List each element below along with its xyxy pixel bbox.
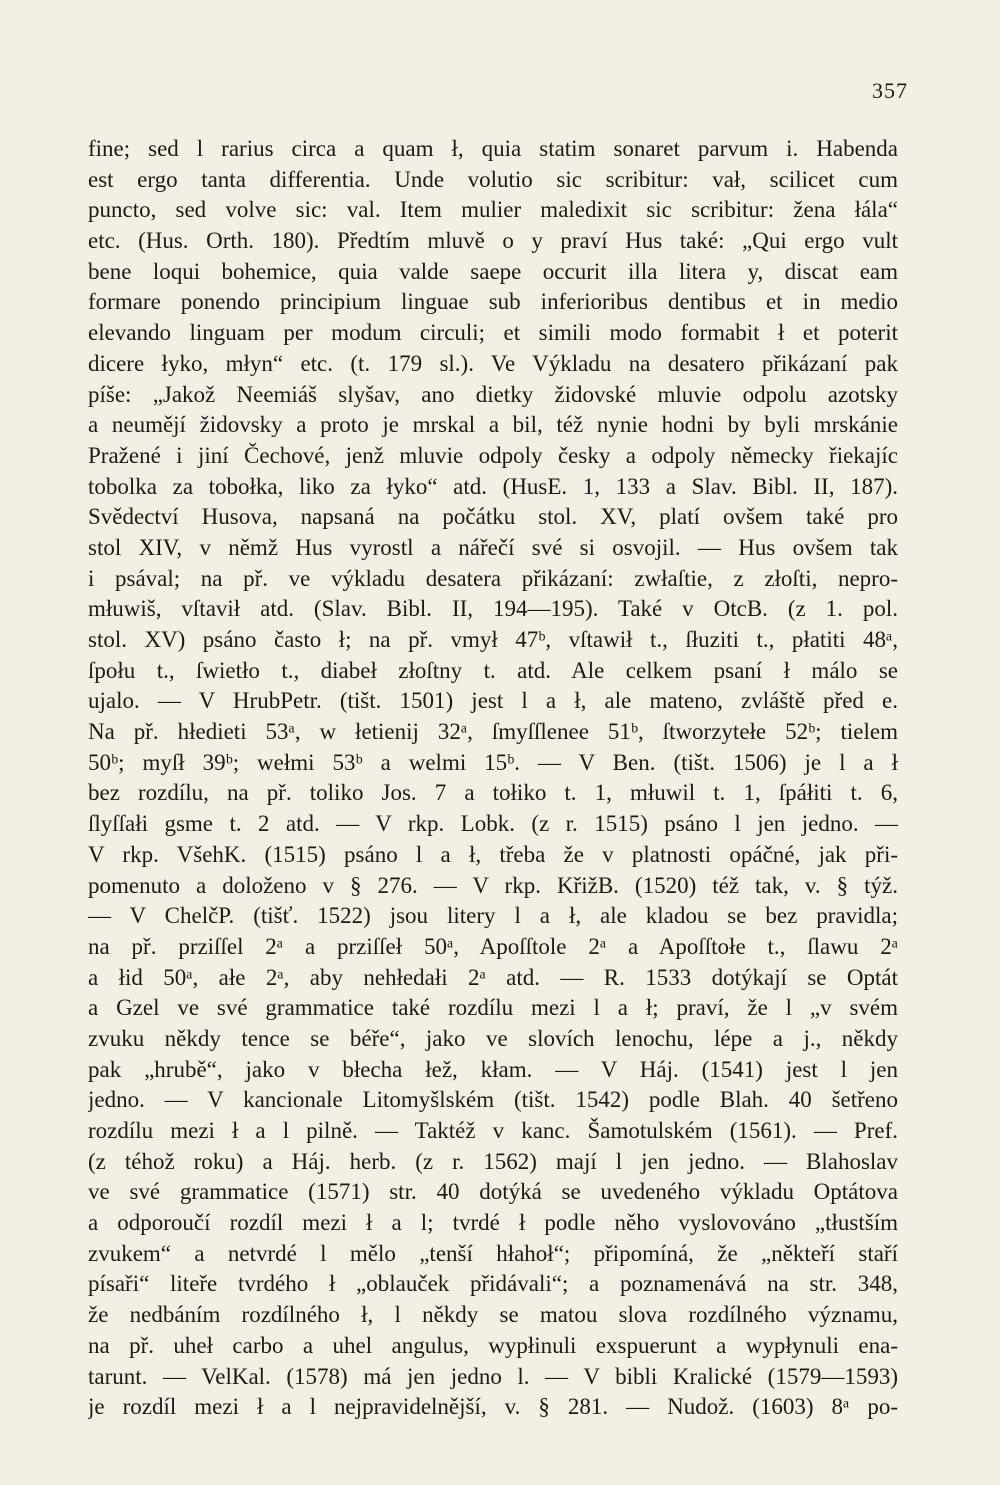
text-line: a neumějí židovsky a proto je mrskal a bil, též nynie hodni by byli mrskánie <box>88 412 898 438</box>
text-line: jedno. — V kancionale Litomyšlském (tišt. 1542) podle Blah. 40 šetřeno <box>88 1087 898 1113</box>
text-line: a odporoučí rozdíl mezi ł a l; tvrdé ł podle něho vyslovováno „tłustším <box>88 1210 898 1236</box>
text-line: elevando linguam per modum circuli; et simili modo formabit ł et poterit <box>88 320 898 346</box>
text-line: Pražené i jiní Čechové, jenž mluvie odpoly česky a odpoly německy řiekajíc <box>88 442 898 468</box>
text-line: ve své grammatice (1571) str. 40 dotýká se uvedeného výkladu Optátova <box>88 1179 898 1205</box>
text-line: fine; sed l rarius circa a quam ł, quia statim sonaret parvum i. Habenda <box>88 136 898 161</box>
text-line: puncto, sed volve sic: val. Item mulier maledixit sic scribitur: žena łála“ <box>88 197 898 223</box>
text-line: etc. (Hus. Orth. 180). Předtím mluvě o y praví Hus také: „Qui ergo vult <box>88 228 898 254</box>
text-line: ſlyſſałi gsme t. 2 atd. — V rkp. Lobk. (z r. 1515) psáno l jen jedno. — <box>88 811 898 837</box>
text-line: Na př. hłedieti 53ᵃ, w łetienij 32ᵃ, ſmyſſlenee 51ᵇ, ſtworzytełe 52ᵇ; tielem <box>88 719 898 745</box>
text-line: stol. XV) psáno často ł; na př. vmył 47ᵇ, vſtawił t., ſłuziti t., płatiti 48ᵃ, <box>88 627 898 652</box>
text-line: stol XIV, v němž Hus vyrostl a nářečí své si osvojil. — Hus ovšem tak <box>88 534 898 560</box>
text-line: 50ᵇ; myſł 39ᵇ; wełmi 53ᵇ a welmi 15ᵇ. — V Ben. (tišt. 1506) je l a ł <box>88 749 898 775</box>
text-line: Svědectví Husova, napsaná na počátku stol. XV, platí ovšem také pro <box>88 504 898 530</box>
text-line: písaři“ liteře tvrdého ł „oblauček přidávali“; a poznamenává na str. 348, <box>88 1271 898 1297</box>
text-line: pomenuto a doloženo v § 276. — V rkp. KřižB. (1520) též tak, v. § týž. <box>88 872 898 898</box>
text-line: že nedbáním rozdílného ł, l někdy se matou slova rozdílného významu, <box>88 1302 898 1328</box>
text-line: pak „hrubě“, jako v błecha łež, kłam. — V Háj. (1541) jest l jen <box>88 1056 898 1082</box>
text-line: młuwiš, vſtavił atd. (Slav. Bibl. II, 194—195). Také v OtcB. (z 1. pol. <box>88 596 898 622</box>
text-line: tarunt. — VelKal. (1578) má jen jedno l. — V bibli Kralické (1579—1593) <box>88 1363 898 1389</box>
body-text <box>88 134 898 1423</box>
text-line: a Gzel ve své grammatice také rozdílu mezi l a ł; praví, že l „v svém <box>88 995 898 1021</box>
text-line: est ergo tanta differentia. Unde volutio sic scribitur: vał, scilicet cum <box>88 166 898 192</box>
text-line: rozdílu mezi ł a l pilně. — Taktéž v kanc. Šamotulském (1561). — Pref. <box>88 1118 898 1143</box>
text-line: je rozdíl mezi ł a l nejpravidelnější, v. § 281. — Nudož. (1603) 8ᵃ po- <box>88 1394 898 1420</box>
text-line: tobolka za tobołka, liko za łyko“ atd. (HusE. 1, 133 a Slav. Bibl. II, 187). <box>88 473 898 499</box>
text-line: dicere łyko, młyn“ etc. (t. 179 sl.). Ve Výkladu na desatero přikázaní pak <box>88 350 898 376</box>
text-line: píše: „Jakož Neemiáš slyšav, ano dietky židovské mluvie odpolu azotsky <box>88 381 898 407</box>
text-line: ujalo. — V HrubPetr. (tišt. 1501) jest l a ł, ale mateno, zvláště před e. <box>88 688 898 714</box>
text-line: ſpołu t., ſwietło t., diabeł złoſtny t. atd. Ale celkem psaní ł málo se <box>88 657 898 683</box>
text-line: zvukem“ a netvrdé l mělo „tenší hłahoł“; připomíná, že „někteří staří <box>88 1240 898 1266</box>
text-line: formare ponendo principium linguae sub inferioribus dentibus et in medio <box>88 289 898 315</box>
text-line: — V ChelčP. (tišť. 1522) jsou litery l a ł, ale kladou se bez pravidla; <box>88 903 898 929</box>
text-line: zvuku někdy tence se béře“, jako ve slovích lenochu, lépe a j., někdy <box>88 1025 898 1051</box>
text-line: a łid 50ᵃ, ałe 2ᵃ, aby nehłedałi 2ᵃ atd. — R. 1533 dotýkají se Optát <box>88 964 898 990</box>
text-line: V rkp. VšehK. (1515) psáno l a ł, třeba že v platnosti opáčné, jak při- <box>88 841 898 867</box>
text-line: i psával; na př. ve výkladu desatera přikázaní: zwłaſtie, z złoſti, nepro- <box>88 565 898 591</box>
text-line: na př. prziſſel 2ᵃ a prziſſeł 50ᵃ, Apoſſtole 2ᵃ a Apoſſtołe t., ſlawu 2ᵃ <box>88 933 898 959</box>
text-line: bene loqui bohemice, quia valde saepe occurit illa litera y, discat eam <box>88 258 898 284</box>
text-line: bez rozdílu, na př. toliko Jos. 7 a tołiko t. 1, młuwil t. 1, ſpáłiti t. 6, <box>88 780 898 806</box>
text-line: na př. uheł carbo a uhel angulus, wypłinuli exspuerunt a wypłynuli ena- <box>88 1332 898 1358</box>
page-number: 357 <box>872 78 908 103</box>
text-line: (z téhož roku) a Háj. herb. (z r. 1562) mají l jen jedno. — Blahoslav <box>88 1148 898 1174</box>
